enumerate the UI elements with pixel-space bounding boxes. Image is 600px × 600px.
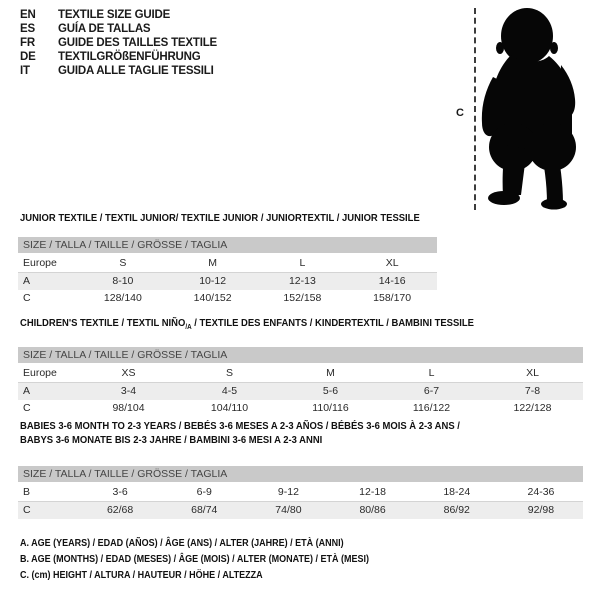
height-measure-dashed-line <box>474 8 476 210</box>
lang-code: DE <box>20 51 36 63</box>
footnote-c: C. (cm) HEIGHT / ALTURA / HAUTEUR / HÖHE / ALTEZZA <box>20 570 263 581</box>
children-size-table <box>18 347 583 417</box>
lang-row-de <box>20 50 217 64</box>
lang-text: GUIDA ALLE TAGLIE TESSILI <box>58 65 214 77</box>
lang-code: IT <box>20 65 30 77</box>
lang-code: EN <box>20 9 36 21</box>
junior-table-title: JUNIOR TEXTILE / TEXTIL JUNIOR/ TEXTILE JUNIOR / JUNIORTEXTIL / JUNIOR TESSILE <box>20 212 420 224</box>
lang-row-it <box>20 64 217 78</box>
size-header-label: SIZE / TALLA / TAILLE / GRÖSSE / TAGLIA <box>23 468 228 480</box>
table-row: B 3-6 6-9 9-12 12-18 18-24 24-36 <box>18 484 583 502</box>
lang-text: GUIDE DES TAILLES TEXTILE <box>58 37 217 49</box>
lang-text: TEXTILGRÖßENFÜHRUNG <box>58 51 201 63</box>
lang-text: GUÍA DE TALLAS <box>58 23 151 35</box>
legend-footnotes <box>20 536 408 584</box>
size-header-bar <box>18 237 437 253</box>
table-row: Europe XS S M L XL <box>18 365 583 383</box>
table-row: A 8-10 10-12 12-13 14-16 <box>18 273 437 290</box>
lang-row-es <box>20 22 217 36</box>
size-header-bar <box>18 347 583 363</box>
babies-table-title: BABIES 3-6 MONTH TO 2-3 YEARS / BEBÉS 3-6 MESES A 2-3 AÑOS / BÉBÉS 3-6 MOIS À 2-3 ANS / BABYS 3-6 MONATE BIS 2-3 JAHRE / BAMBINI 3-6 MESI A 2-3 ANNI <box>20 420 460 446</box>
table-row: C 128/140 140/152 152/158 158/170 <box>23 292 412 304</box>
footnote-b: B. AGE (MONTHS) / EDAD (MESES) / ÂGE (MOIS) / ALTER (MONATE) / ETÀ (MESI) <box>20 554 369 565</box>
children-table-title: CHILDREN'S TEXTILE / TEXTIL $NIÑO_{/A}$ / TEXTILE DES ENFANTS / KINDERTEXTIL / BAMBINI TESSILE <box>20 317 474 332</box>
baby-silhouette <box>479 5 591 210</box>
language-heading-block <box>20 8 217 78</box>
table-row: Europe S M L XL <box>18 255 437 273</box>
table-row: C 62/68 68/74 74/80 80/86 86/92 92/98 <box>18 502 583 519</box>
footnote-a: A. AGE (YEARS) / EDAD (AÑOS) / ÂGE (ANS) / ALTER (JAHRE) / ETÀ (ANNI) <box>20 538 344 549</box>
table-row: A 3-4 4-5 5-6 6-7 7-8 <box>18 383 583 400</box>
lang-text: TEXTILE SIZE GUIDE <box>58 9 171 21</box>
lang-row-en <box>20 8 217 22</box>
babies-size-table <box>18 466 583 519</box>
lang-code: FR <box>20 37 35 49</box>
height-measure-label: C <box>456 107 464 119</box>
lang-row-fr <box>20 36 217 50</box>
size-header-bar <box>18 466 583 482</box>
lang-code: ES <box>20 23 35 35</box>
size-header-label: SIZE / TALLA / TAILLE / GRÖSSE / TAGLIA <box>23 239 228 251</box>
table-row: C 98/104 104/110 110/116 116/122 122/128 <box>23 402 552 414</box>
nino-a-subscript: /A <box>185 324 192 332</box>
size-header-label: SIZE / TALLA / TAILLE / GRÖSSE / TAGLIA <box>23 349 228 361</box>
junior-size-table <box>18 237 437 307</box>
